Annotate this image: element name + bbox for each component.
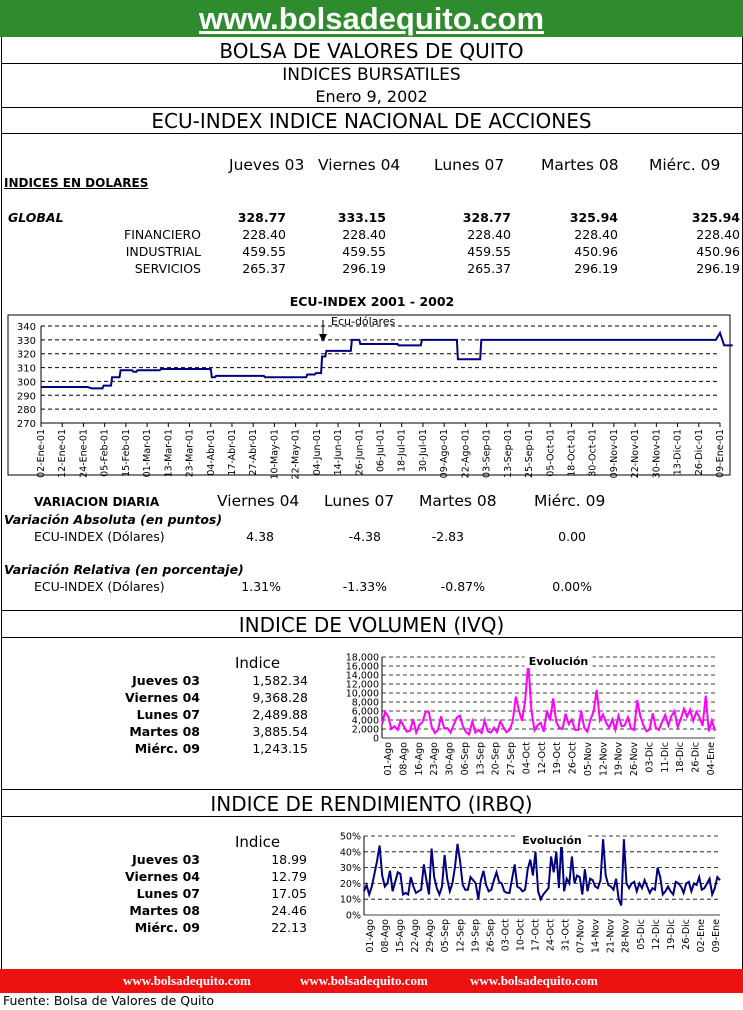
x-tick-label: 26-Sep [485, 919, 497, 953]
y-tick-label: 40% [339, 847, 361, 859]
cell-value: 228.40 [467, 227, 511, 242]
ivq-value: 3,885.54 [252, 724, 308, 739]
ivq-day-label: Lunes 07 [136, 707, 200, 722]
chart-title: ECU-INDEX 2001 - 2002 [289, 294, 455, 309]
x-tick-label: 31-Oct [560, 919, 572, 952]
day-header: Jueves 03 [229, 156, 305, 174]
x-tick-label: 09-Ene [711, 919, 722, 953]
x-tick-label: 26-Dic [680, 919, 692, 950]
y-tick-label: 0 [372, 733, 379, 745]
x-tick-label: 02-Ene-01 [36, 429, 47, 478]
ivq-day-label: Jueves 03 [132, 673, 200, 688]
y-tick-label: 310 [16, 363, 36, 375]
ivq-day-label: Martes 08 [129, 724, 200, 739]
ivq-value: 2,489.88 [252, 707, 308, 722]
x-tick-label: 26-Nov [629, 742, 641, 777]
footer-link[interactable]: www.bolsadequito.com [300, 973, 428, 988]
irbq-day-label: Viernes 04 [125, 869, 200, 884]
x-tick-label: 05-Oct-01 [545, 429, 557, 477]
x-tick-label: 08-Ago [380, 919, 392, 953]
x-tick-label: 18-Dic [675, 742, 687, 773]
y-tick-label: 10% [339, 894, 361, 906]
y-tick-label: 340 [16, 322, 36, 333]
x-tick-label: 12-Sep [455, 919, 467, 953]
x-tick-label: 12-Dic [650, 919, 662, 950]
x-tick-label: 06-Jul-01 [375, 429, 387, 473]
x-tick-label: 26-Dic [690, 742, 702, 773]
cell-value: 459.55 [342, 244, 386, 259]
x-tick-label: 19-Sep [470, 919, 482, 953]
divider [1, 789, 742, 790]
annotation-arrowhead [319, 334, 327, 342]
x-tick-label: 20-Sep [490, 742, 502, 776]
y-tick-label: 30% [339, 863, 361, 875]
ivq-day-label: Miérc. 09 [134, 741, 200, 756]
x-tick-label: 19-Dic [665, 919, 677, 950]
x-tick-label: 05-Sep [440, 919, 452, 953]
irbq-value: 12.79 [271, 869, 307, 884]
irbq-day-label: Miérc. 09 [134, 920, 200, 935]
divider [1, 816, 742, 817]
y-tick-label: 8,000 [351, 697, 379, 709]
x-tick-label: 22-Nov-01 [630, 429, 642, 479]
x-tick-label: 06-Sep [459, 742, 471, 776]
x-tick-label: 04-Jun-01 [311, 429, 323, 476]
x-tick-label: 13-Mar-01 [163, 429, 175, 478]
y-tick-label: 330 [16, 335, 36, 347]
x-tick-label: 19-Nov [613, 742, 625, 777]
x-tick-label: 15-Feb-01 [120, 429, 132, 477]
row-label-industrial: INDUSTRIAL [125, 244, 201, 259]
cell-value: 328.77 [237, 210, 286, 225]
x-tick-label: 24-Ene-01 [78, 429, 90, 478]
x-tick-label: 18-Jul-01 [396, 429, 408, 473]
x-tick-label: 12-Oct [536, 742, 548, 775]
cell-value: 325.94 [569, 210, 618, 225]
x-tick-label: 09-Nov-01 [608, 429, 620, 479]
y-tick-label: 270 [16, 419, 36, 430]
y-tick-label: 14,000 [345, 670, 379, 682]
y-tick-label: 2,000 [351, 724, 379, 736]
x-tick-label: 01-Ago [383, 742, 394, 776]
var-value: 0.00 [558, 529, 586, 544]
x-tick-label: 24-Oct [545, 919, 557, 952]
cell-value: 228.40 [342, 227, 386, 242]
x-tick-label: 09-Ene-01 [715, 429, 726, 478]
x-tick-label: 30-Nov-01 [651, 429, 663, 479]
cell-value: 228.40 [696, 227, 740, 242]
cell-value: 333.15 [337, 210, 386, 225]
ivq-value: 9,368.28 [252, 690, 308, 705]
x-tick-label: 23-Mar-01 [184, 429, 196, 478]
variacion-title: VARIACION DIARIA [34, 495, 160, 509]
y-tick-label: 320 [16, 349, 36, 361]
irbq-chart [330, 824, 740, 968]
ivq-chart [330, 645, 740, 785]
x-tick-label: 04-Oct [521, 742, 533, 775]
day-header: Miérc. 09 [649, 156, 721, 174]
page-subtitle: INDICES BURSATILES [282, 65, 461, 85]
x-tick-label: 30-Oct-01 [587, 429, 599, 477]
var-value: -4.38 [348, 529, 381, 544]
var-value: -2.83 [431, 529, 464, 544]
irbq-value: 18.99 [271, 852, 307, 867]
x-tick-label: 25-Sep-01 [524, 429, 536, 478]
divider [1, 107, 742, 108]
divider [1, 637, 742, 638]
x-tick-label: 08-Ago [398, 742, 410, 776]
indices-dolares-label: INDICES EN DOLARES [4, 176, 149, 190]
x-tick-label: 03-Sep-01 [481, 429, 493, 478]
section-title-ivq: INDICE DE VOLUMEN (IVQ) [238, 613, 505, 637]
row-label-global: GLOBAL [8, 210, 64, 225]
x-tick-label: 03-Oct [500, 919, 512, 952]
source-note: Fuente: Bolsa de Valores de Quito [3, 993, 215, 1008]
x-tick-label: 29-Ago [425, 919, 437, 953]
ecu-index-series [41, 333, 733, 389]
x-tick-label: 09-Ago-01 [439, 429, 451, 479]
ivq-value: 1,243.15 [252, 741, 308, 756]
cell-value: 228.40 [242, 227, 286, 242]
variacion-relativa-label: Variación Relativa (en porcentaje) [4, 562, 244, 577]
x-tick-label: 27-Sep [506, 742, 518, 776]
irbq-value: 22.13 [271, 920, 307, 935]
site-banner[interactable]: www.bolsadequito.com [0, 0, 743, 37]
x-tick-label: 18-Oct-01 [566, 429, 578, 477]
x-tick-label: 22-Ago [410, 919, 422, 953]
footer-link[interactable]: www.bolsadequito.com [470, 973, 598, 988]
x-tick-label: 28-Nov [620, 919, 632, 954]
x-tick-label: 13-Sep-01 [502, 429, 514, 478]
day-header: Viernes 04 [318, 156, 401, 174]
ivq-day-label: Viernes 04 [125, 690, 200, 705]
var-row-label: ECU-INDEX (Dólares) [34, 579, 165, 594]
section-title-ecu: ECU-INDEX INDICE NACIONAL DE ACCIONES [151, 109, 592, 133]
var-day-header: Miérc. 09 [534, 492, 606, 510]
divider [1, 610, 742, 611]
cell-value: 328.77 [462, 210, 511, 225]
cell-value: 265.37 [467, 261, 511, 276]
x-tick-label: 26-Oct [567, 742, 579, 775]
x-tick-label: 13-Sep [475, 742, 487, 776]
x-tick-label: 14-Jun-01 [333, 429, 345, 476]
y-tick-label: 0% [345, 910, 361, 922]
x-tick-label: 23-Ago [429, 742, 441, 776]
x-tick-label: 07-Nov [575, 919, 587, 954]
divider [1, 63, 742, 64]
x-tick-label: 13-Dic-01 [672, 429, 684, 476]
ecu-index-chart [0, 290, 743, 490]
x-tick-label: 16-Ago [413, 742, 425, 776]
irbq-value: 24.46 [271, 903, 307, 918]
annotation-label: Ecu-dólares [331, 315, 396, 328]
x-tick-label: 04-Abr-01 [205, 429, 217, 476]
y-tick-label: 20% [339, 878, 361, 890]
evolution-series [364, 839, 720, 905]
var-day-header: Martes 08 [419, 492, 497, 510]
x-tick-label: 10-Oct [515, 919, 527, 952]
var-value: -0.87% [440, 579, 485, 594]
x-tick-label: 22-Ago-01 [460, 429, 472, 479]
y-tick-label: 18,000 [345, 652, 379, 664]
y-tick-label: 4,000 [351, 715, 379, 727]
x-tick-label: 30-Ago [444, 742, 456, 776]
x-tick-label: 01-Ago [365, 919, 376, 953]
irbq-day-label: Martes 08 [129, 903, 200, 918]
x-tick-label: 14-Nov [590, 919, 602, 954]
page-title: BOLSA DE VALORES DE QUITO [219, 39, 524, 63]
x-tick-label: 15-Ago [395, 919, 407, 953]
var-value: 4.38 [246, 529, 274, 544]
ivq-value: 1,582.34 [252, 673, 308, 688]
footer-bar [0, 969, 743, 993]
divider [1, 133, 742, 134]
chart-title: Evolución [528, 655, 589, 668]
x-tick-label: 30-Jul-01 [417, 429, 429, 473]
chart-title: Evolución [522, 834, 582, 847]
footer-link[interactable]: www.bolsadequito.com [123, 973, 251, 988]
var-row-label: ECU-INDEX (Dólares) [34, 529, 165, 544]
x-tick-label: 05-Dic [635, 919, 647, 950]
variacion-absoluta-label: Variación Absoluta (en puntos) [4, 512, 223, 527]
y-tick-label: 300 [16, 377, 36, 389]
cell-value: 325.94 [691, 210, 740, 225]
evolution-series [382, 662, 715, 734]
cell-value: 296.19 [342, 261, 386, 276]
x-tick-label: 19-Oct [552, 742, 564, 775]
cell-value: 459.55 [467, 244, 511, 259]
y-tick-label: 50% [339, 831, 361, 843]
var-value: 1.31% [241, 579, 281, 594]
x-tick-label: 12-Ene-01 [57, 429, 69, 478]
x-tick-label: 17-Oct [530, 919, 542, 952]
section-title-irbq: INDICE DE RENDIMIENTO (IRBQ) [210, 792, 533, 816]
y-tick-label: 16,000 [345, 661, 379, 673]
y-tick-label: 280 [16, 405, 36, 417]
x-tick-label: 05-Feb-01 [99, 429, 111, 477]
y-tick-label: 6,000 [351, 706, 379, 718]
spacer [1, 490, 742, 491]
x-tick-label: 27-Abr-01 [248, 429, 260, 476]
cell-value: 296.19 [574, 261, 618, 276]
var-day-header: Viernes 04 [217, 492, 300, 510]
cell-value: 296.19 [696, 261, 740, 276]
var-day-header: Lunes 07 [324, 492, 395, 510]
x-tick-label: 22-May-01 [290, 429, 302, 480]
page-date: Enero 9, 2002 [315, 87, 428, 106]
cell-value: 459.55 [242, 244, 286, 259]
day-header: Lunes 07 [434, 156, 505, 174]
x-tick-label: 02-Ene [695, 919, 707, 953]
cell-value: 450.96 [696, 244, 740, 259]
x-tick-label: 10-May-01 [269, 429, 281, 480]
irbq-indice-label: Indice [235, 833, 281, 851]
row-label-servicios: SERVICIOS [134, 261, 201, 276]
cell-value: 450.96 [574, 244, 618, 259]
x-tick-label: 01-Mar-01 [142, 429, 154, 478]
cell-value: 265.37 [242, 261, 286, 276]
var-value: 0.00% [552, 579, 592, 594]
var-value: -1.33% [342, 579, 387, 594]
x-tick-label: 03-Dic [644, 742, 656, 773]
y-tick-label: 12,000 [345, 679, 379, 691]
row-label-financiero: FINANCIERO [124, 227, 201, 242]
x-tick-label: 21-Nov [605, 919, 617, 954]
x-tick-label: 26-Jun-01 [354, 429, 366, 476]
irbq-value: 17.05 [271, 886, 307, 901]
x-tick-label: 26-Dic-01 [693, 429, 705, 476]
x-tick-label: 04-Ene [706, 742, 717, 776]
x-tick-label: 11-Dic [659, 742, 671, 773]
irbq-day-label: Jueves 03 [132, 852, 200, 867]
cell-value: 228.40 [574, 227, 618, 242]
ivq-indice-label: Indice [235, 654, 281, 672]
y-tick-label: 290 [16, 391, 36, 403]
y-tick-label: 10,000 [345, 688, 379, 700]
irbq-day-label: Lunes 07 [136, 886, 200, 901]
x-tick-label: 12-Nov [598, 742, 610, 777]
day-header: Martes 08 [541, 156, 619, 174]
x-tick-label: 05-Nov [582, 742, 594, 777]
x-tick-label: 17-Abr-01 [226, 429, 238, 476]
